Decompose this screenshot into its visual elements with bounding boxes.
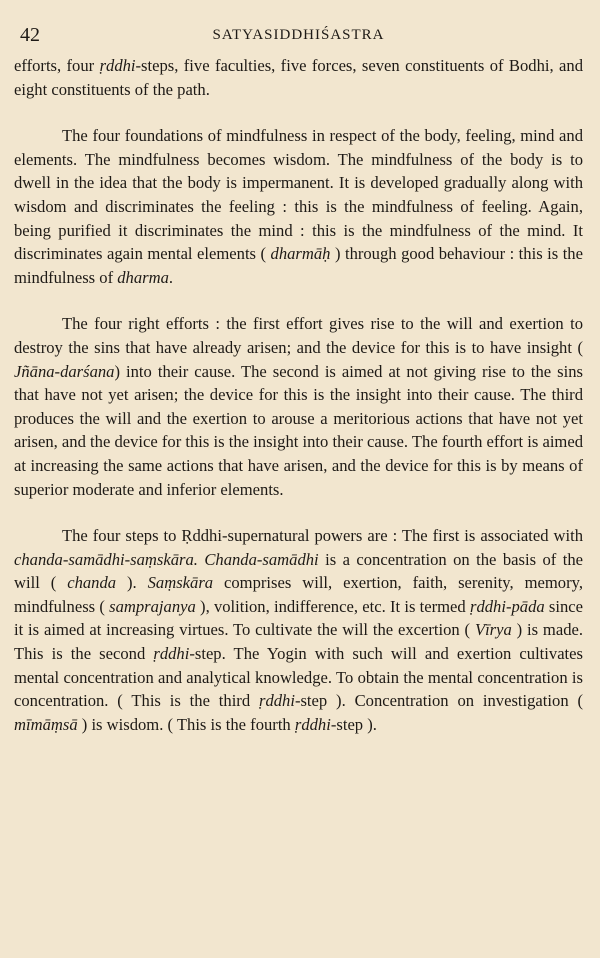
italic-term: chanda-samādhi-saṃskāra. Chanda-samādhi xyxy=(14,549,319,569)
text-run: -step. The Yogin with such will and exertion cultivates mental concentration and analytical knowledge. To obtain the mental concentration is concentration. ( This is the third xyxy=(14,644,583,711)
text-run: ) is wisdom. ( This is the fourth xyxy=(77,714,295,734)
text-run: ) through good behaviour : this is the mindfulness of xyxy=(14,244,583,287)
italic-term: chanda xyxy=(67,573,117,593)
italic-term: Saṃskāra xyxy=(147,573,214,593)
text-run: -step ). Concentration on investigation ( xyxy=(294,691,583,711)
italic-term: ṛddhi xyxy=(153,644,190,664)
text-run: ) into their cause. The second is aimed at not giving rise to the sins that have not yet arisen; the device for this is the insight into their cause. The third produces the will and the exertion to arouse a meritorious actions that have not yet arisen, and the device for this is the insight into their cause. The fourth effort is aimed at increasing the same actions that have arisen, and the device for this is by means of superior moderate and inferior elements. xyxy=(14,361,583,499)
italic-term: ṛddhi xyxy=(294,714,331,734)
text-run: is a concentration on the basis of the will ( xyxy=(14,549,583,593)
italic-term: dharma xyxy=(117,267,169,287)
text-run: -steps, five faculties, five forces, seven constituents of Bodhi, and eight constituents of the path. xyxy=(14,56,583,99)
text-run: The four foundations of mindfulness in respect of the body, feeling, mind and elements. The mindfulness becomes wisdom. The mindfulness of the body is to dwell in the idea that the body is impermanent. It is developed gradually along with wisdom and discriminates the feeling : this is the mindfulness of feeling. Again, being purified it discriminates the mind : this is the mindfulness of the mind. It discriminates again mental elements ( xyxy=(14,126,583,264)
text-run: . xyxy=(168,267,174,287)
text-run: ), volition, indifference, etc. It is termed xyxy=(195,596,470,616)
paragraph-2 xyxy=(14,124,583,289)
text-run: comprises will, exertion, faith, serenity, memory, mindfulness ( xyxy=(14,573,583,616)
text-run: The four right efforts : the first effort gives rise to the will and exertion to destroy the sins that have already arisen; and the device for this is to have insight ( xyxy=(14,314,583,357)
italic-term: Jñāna-darśana xyxy=(14,361,115,381)
italic-term: ṛddhi xyxy=(258,691,295,711)
text-run: ) is made. This is the second xyxy=(14,620,584,664)
italic-term: mīmāṃsā xyxy=(14,714,78,734)
paragraph-1 xyxy=(14,54,583,101)
text-run: since it is aimed at increasing virtues. To cultivate the will the excertion ( xyxy=(14,596,583,640)
page-number: 42 xyxy=(20,24,40,46)
text-run: ). xyxy=(116,573,148,593)
text-run: -step ). xyxy=(330,714,377,734)
italic-term: ṛddhi xyxy=(99,56,136,75)
paragraph-3 xyxy=(14,312,583,501)
italic-term: Vīrya xyxy=(474,620,512,640)
italic-term: ṛddhi-pāda xyxy=(469,596,545,616)
italic-term: dharmāḥ xyxy=(270,244,331,264)
running-title: SATYASIDDHIŚASTRA xyxy=(212,27,385,43)
paragraph-4 xyxy=(14,524,583,736)
page-header xyxy=(14,24,583,54)
text-run: The four steps to Ṛddhi-supernatural powers are : The first is associated with xyxy=(62,526,583,546)
italic-term: samprajanya xyxy=(109,596,196,616)
text-run: efforts, four xyxy=(14,56,100,75)
